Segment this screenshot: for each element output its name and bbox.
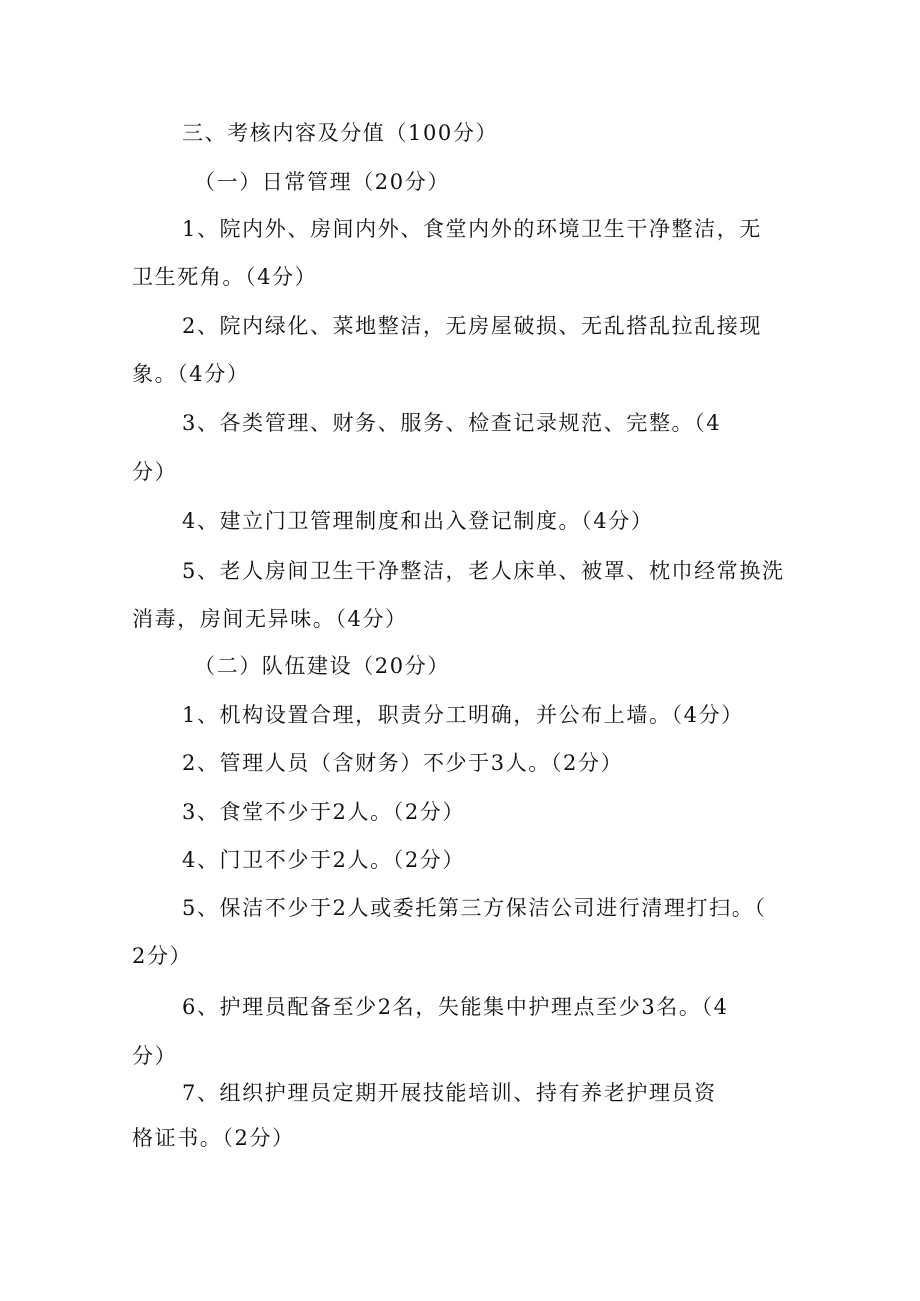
subsection-title-team-building: （二）队伍建设（20分） [194,654,450,678]
item-1-line-2: 卫生死角。（4分） [132,265,318,289]
item-2-line-1: 2、院内绿化、菜地整洁，无房屋破损、无乱搭乱拉乱接现 [182,314,762,338]
team-item-6-line-2: 分） [132,1044,178,1068]
item-2-line-2: 象。（4分） [132,362,250,386]
team-item-7-line-2: 格证书。（2分） [132,1126,295,1150]
subsection-title-daily-management: （一）日常管理（20分） [194,170,450,194]
team-item-6-line-1: 6、护理员配备至少2名，失能集中护理点至少3名。（4 [182,995,729,1019]
team-item-5-line-2: 2分） [132,944,193,968]
item-4-line-1: 4、建立门卫管理制度和出入登记制度。（4分） [182,509,654,533]
team-item-5-line-1: 5、保洁不少于2人或委托第三方保洁公司进行清理打扫。（ [182,896,767,920]
section-heading: 三、考核内容及分值（100分） [182,121,499,145]
item-1-line-1: 1、院内外、房间内外、食堂内外的环境卫生干净整洁，无 [182,217,762,241]
item-5-line-1: 5、老人房间卫生干净整洁，老人床单、被罩、枕巾经常换洗 [182,559,785,583]
team-item-2: 2、管理人员（含财务）不少于3人。（2分） [182,751,624,775]
team-item-1: 1、机构设置合理，职责分工明确，并公布上墙。（4分） [182,703,744,727]
team-item-4: 4、门卫不少于2人。（2分） [182,848,465,872]
item-3-line-2: 分） [132,460,178,484]
team-item-3: 3、食堂不少于2人。（2分） [182,800,465,824]
item-5-line-2: 消毒，房间无异味。（4分） [132,607,408,631]
item-3-line-1: 3、各类管理、财务、服务、检查记录规范、完整。（4 [182,411,722,435]
team-item-7-line-1: 7、组织护理员定期开展技能培训、持有养老护理员资 [182,1081,717,1105]
